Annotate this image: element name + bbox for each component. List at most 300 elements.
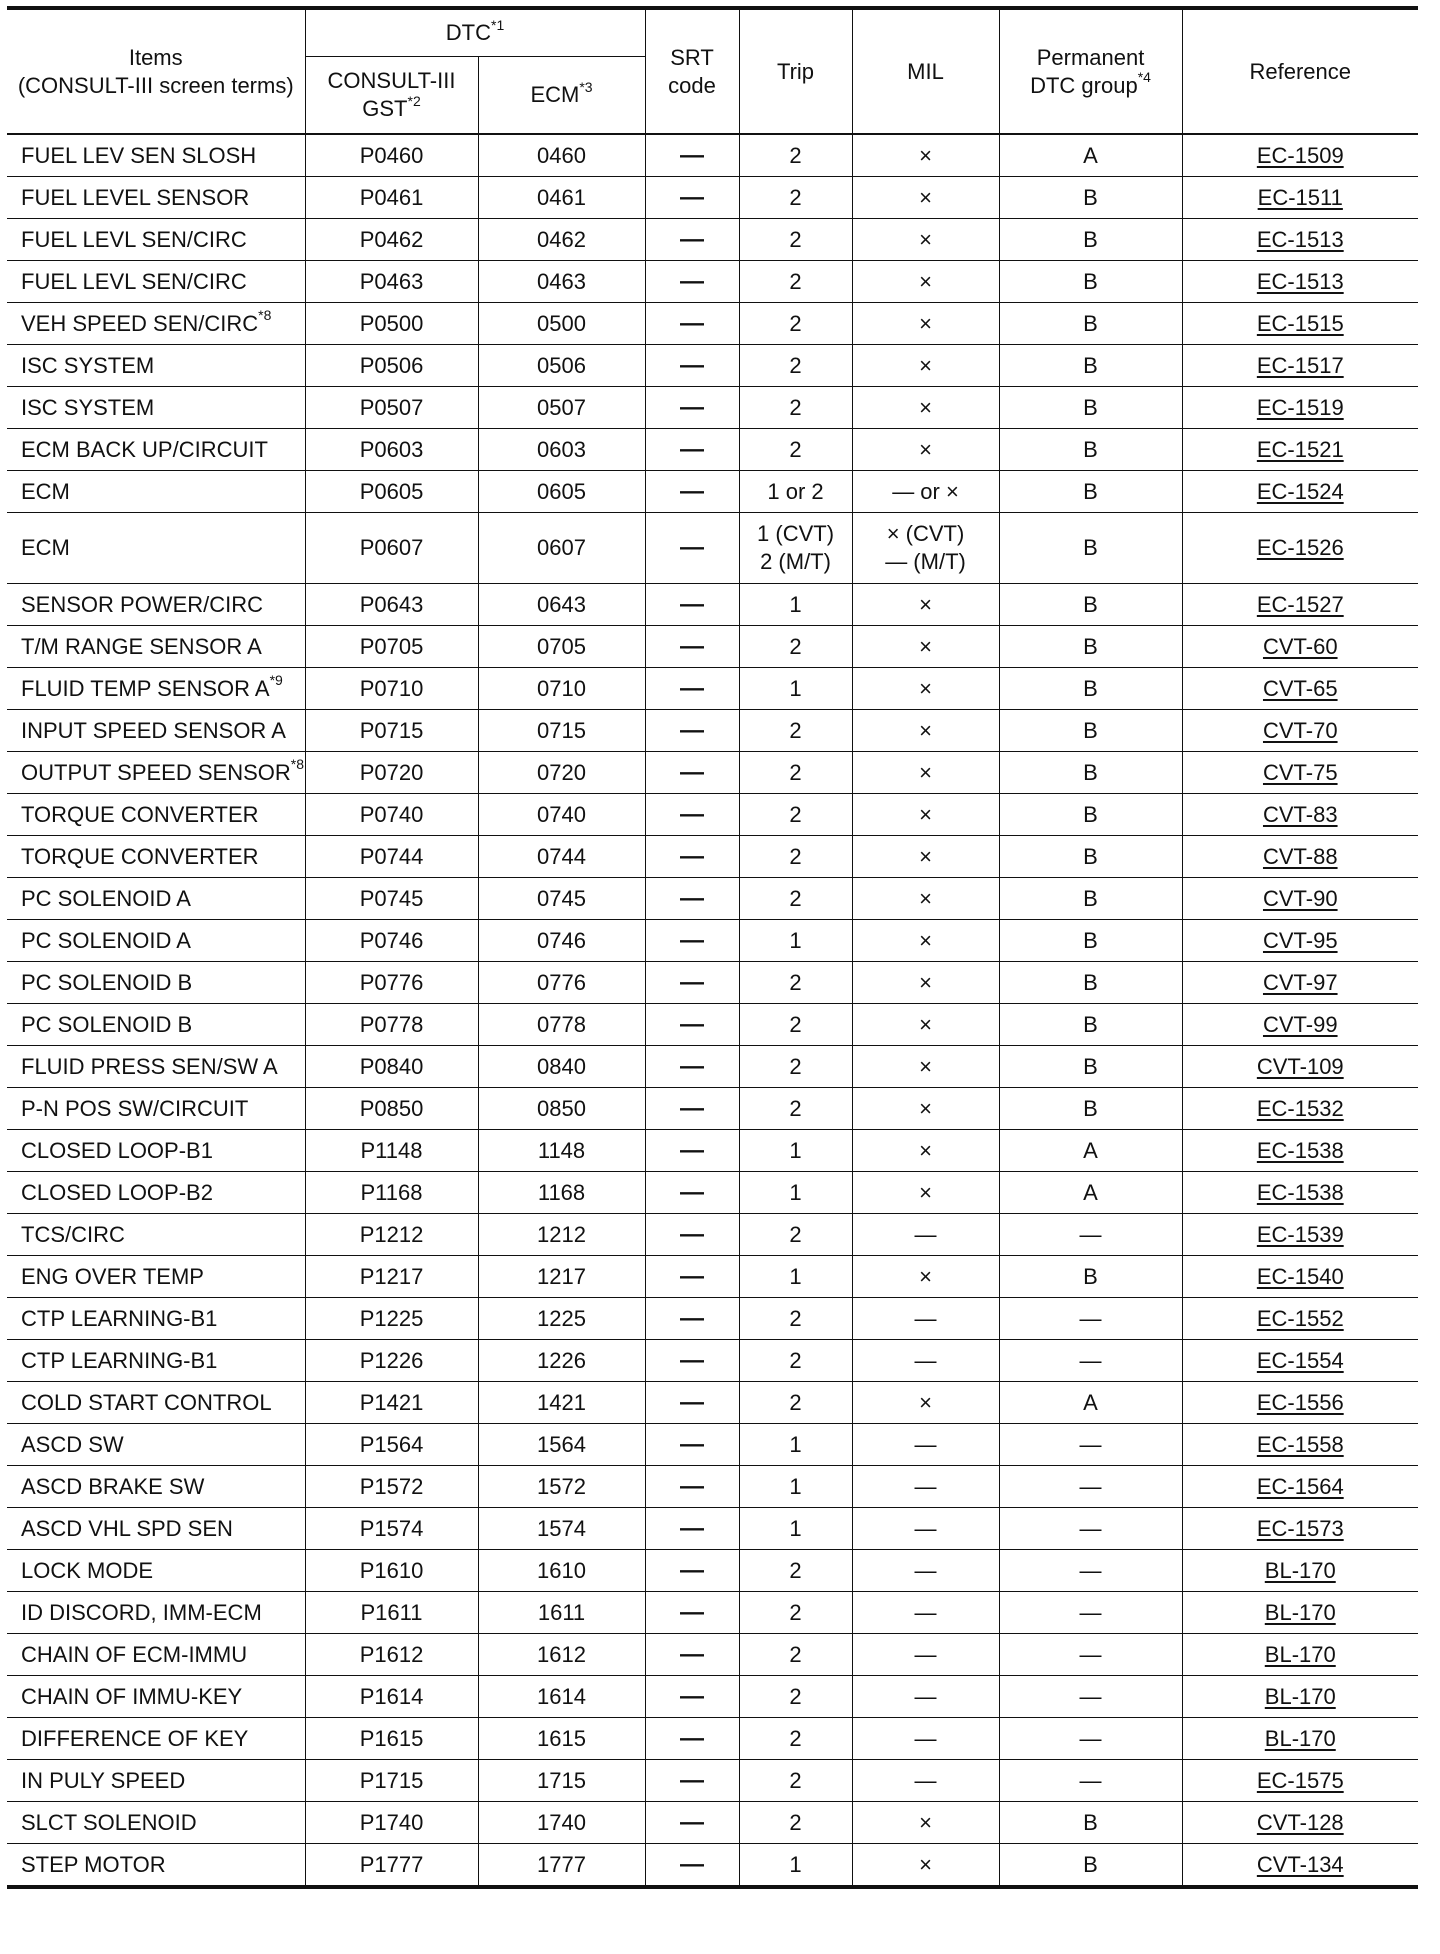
reference-link[interactable]: EC-1532 (1256, 1095, 1344, 1121)
consult-code-cell: P1168 (305, 1172, 478, 1214)
reference-cell (1182, 1130, 1418, 1172)
table-row (7, 962, 1418, 1004)
item-name: PC SOLENOID B (21, 1011, 193, 1037)
consult-code-cell: P0776 (305, 962, 478, 1004)
reference-link[interactable]: EC-1538 (1256, 1137, 1344, 1163)
consult-code-cell: P0778 (305, 1004, 478, 1046)
trip-cell: 1 (739, 1508, 852, 1550)
item-cell (7, 1214, 305, 1256)
consult-header-footnote: *2 (407, 92, 421, 109)
item-name: ASCD SW (21, 1431, 124, 1457)
mil-cell: × (852, 1130, 999, 1172)
reference-link[interactable]: EC-1552 (1256, 1305, 1344, 1331)
ecm-code-cell: 1148 (478, 1130, 645, 1172)
table-row (7, 1382, 1418, 1424)
reference-link[interactable]: CVT-60 (1262, 633, 1338, 659)
srt-header-line2: code (668, 72, 716, 98)
ecm-code-cell: 1421 (478, 1382, 645, 1424)
srt-code-cell: — (645, 513, 739, 584)
reference-link[interactable]: EC-1554 (1256, 1347, 1344, 1373)
trip-cell: 2 (739, 134, 852, 177)
permanent-group-cell: — (999, 1760, 1182, 1802)
ecm-code-cell: 1226 (478, 1340, 645, 1382)
item-name: CTP LEARNING-B1 (21, 1305, 218, 1331)
mil-cell: — (852, 1634, 999, 1676)
item-name: FLUID PRESS SEN/SW A (21, 1053, 278, 1079)
item-cell (7, 1550, 305, 1592)
trip-cell: 2 (739, 1214, 852, 1256)
item-cell (7, 1298, 305, 1340)
reference-link[interactable]: EC-1511 (1257, 184, 1343, 210)
item-footnote: *9 (269, 672, 283, 689)
permanent-group-cell: B (999, 794, 1182, 836)
mil-cell: × (852, 878, 999, 920)
reference-link[interactable]: CVT-75 (1262, 759, 1338, 785)
mil-cell: — (852, 1760, 999, 1802)
permanent-group-cell: B (999, 752, 1182, 794)
ecm-code-cell: 0607 (478, 513, 645, 584)
trip-cell (739, 513, 852, 584)
reference-link[interactable]: CVT-90 (1262, 885, 1338, 911)
item-cell (7, 429, 305, 471)
trip-cell: 2 (739, 177, 852, 219)
item-name: FUEL LEV SEN SLOSH (21, 142, 257, 168)
consult-code-cell: P1225 (305, 1298, 478, 1340)
ecm-code-cell: 0461 (478, 177, 645, 219)
srt-code-cell: — (645, 261, 739, 303)
reference-cell (1182, 1256, 1418, 1298)
mil-cell: — (852, 1718, 999, 1760)
ecm-code-cell: 0720 (478, 752, 645, 794)
srt-code-cell: — (645, 584, 739, 626)
srt-code-cell: — (645, 1508, 739, 1550)
table-row (7, 878, 1418, 920)
srt-code-cell: — (645, 1550, 739, 1592)
mil-cell: × (852, 345, 999, 387)
reference-cell (1182, 1718, 1418, 1760)
trip-cell: 2 (739, 1340, 852, 1382)
mil-cell: × (852, 429, 999, 471)
mil-cell-line1: × (CVT) (886, 521, 965, 546)
ecm-code-cell: 0507 (478, 387, 645, 429)
reference-cell (1182, 1088, 1418, 1130)
table-row (7, 345, 1418, 387)
mil-cell: × (852, 920, 999, 962)
ecm-code-cell: 0776 (478, 962, 645, 1004)
item-footnote: *8 (290, 756, 304, 773)
reference-link[interactable]: EC-1521 (1256, 436, 1344, 462)
ecm-header-label: ECM (530, 82, 580, 107)
permanent-group-cell: B (999, 1046, 1182, 1088)
consult-code-cell: P0607 (305, 513, 478, 584)
dtc-header-footnote: *1 (491, 16, 505, 33)
col-header-permanent (999, 8, 1182, 134)
reference-link[interactable]: EC-1527 (1256, 591, 1344, 617)
srt-code-cell: — (645, 1760, 739, 1802)
table-row (7, 1466, 1418, 1508)
reference-cell (1182, 1760, 1418, 1802)
item-cell (7, 794, 305, 836)
item-cell (7, 1844, 305, 1888)
permanent-group-cell: — (999, 1718, 1182, 1760)
item-name: VEH SPEED SEN/CIRC (21, 310, 259, 336)
item-name: PC SOLENOID A (21, 885, 191, 911)
consult-code-cell: P1615 (305, 1718, 478, 1760)
item-name: CHAIN OF ECM-IMMU (21, 1641, 248, 1667)
consult-code-cell: P0462 (305, 219, 478, 261)
item-cell (7, 1592, 305, 1634)
trip-cell: 2 (739, 1088, 852, 1130)
ecm-code-cell: 1611 (478, 1592, 645, 1634)
item-cell (7, 513, 305, 584)
mil-cell: — (852, 1676, 999, 1718)
reference-link[interactable]: EC-1540 (1256, 1263, 1344, 1289)
permanent-group-cell: — (999, 1214, 1182, 1256)
consult-code-cell: P1217 (305, 1256, 478, 1298)
consult-code-cell: P1612 (305, 1634, 478, 1676)
ecm-code-cell: 1564 (478, 1424, 645, 1466)
permanent-group-cell: B (999, 920, 1182, 962)
table-row (7, 261, 1418, 303)
ecm-code-cell: 1574 (478, 1508, 645, 1550)
reference-cell (1182, 1802, 1418, 1844)
ecm-code-cell: 1615 (478, 1718, 645, 1760)
reference-link[interactable]: EC-1539 (1256, 1221, 1344, 1247)
srt-code-cell: — (645, 752, 739, 794)
reference-cell (1182, 345, 1418, 387)
trip-cell: 2 (739, 1550, 852, 1592)
reference-link[interactable]: CVT-134 (1256, 1851, 1344, 1877)
col-header-trip: Trip (739, 8, 852, 134)
reference-link[interactable]: BL-170 (1264, 1641, 1336, 1667)
item-name: LOCK MODE (21, 1557, 154, 1583)
col-header-reference: Reference (1182, 8, 1418, 134)
trip-cell: 2 (739, 1760, 852, 1802)
srt-code-cell: — (645, 219, 739, 261)
trip-cell: 2 (739, 1382, 852, 1424)
item-cell (7, 1802, 305, 1844)
srt-code-cell: — (645, 1718, 739, 1760)
srt-code-cell: — (645, 303, 739, 345)
trip-cell: 1 (739, 1466, 852, 1508)
trip-cell-line1: 1 (CVT) (757, 521, 835, 546)
mil-cell: — (852, 1592, 999, 1634)
mil-cell: — (852, 1424, 999, 1466)
mil-cell: × (852, 387, 999, 429)
srt-code-cell: — (645, 134, 739, 177)
ecm-code-cell: 1212 (478, 1214, 645, 1256)
mil-cell: — (852, 1508, 999, 1550)
consult-code-cell: P0705 (305, 626, 478, 668)
consult-code-cell: P1564 (305, 1424, 478, 1466)
mil-cell: × (852, 1088, 999, 1130)
item-name: COLD START CONTROL (21, 1389, 272, 1415)
reference-link[interactable]: BL-170 (1264, 1725, 1336, 1751)
permanent-group-cell: B (999, 1256, 1182, 1298)
mil-cell: × (852, 303, 999, 345)
item-cell (7, 303, 305, 345)
permanent-group-cell: B (999, 429, 1182, 471)
consult-code-cell: P0506 (305, 345, 478, 387)
reference-cell (1182, 1844, 1418, 1888)
table-row (7, 471, 1418, 513)
consult-code-cell: P1610 (305, 1550, 478, 1592)
reference-link[interactable]: CVT-99 (1262, 1011, 1338, 1037)
mil-cell: — (852, 1298, 999, 1340)
table-row (7, 1760, 1418, 1802)
table-header (7, 8, 1418, 134)
item-cell (7, 626, 305, 668)
permanent-group-cell: — (999, 1424, 1182, 1466)
reference-cell (1182, 794, 1418, 836)
table-row (7, 1172, 1418, 1214)
srt-code-cell: — (645, 429, 739, 471)
trip-cell: 2 (739, 878, 852, 920)
srt-code-cell: — (645, 1634, 739, 1676)
reference-cell (1182, 1676, 1418, 1718)
table-row (7, 134, 1418, 177)
items-header-line1: Items (128, 44, 183, 70)
item-cell (7, 1130, 305, 1172)
reference-link[interactable]: EC-1558 (1256, 1431, 1344, 1457)
srt-header-line1: SRT (670, 44, 714, 70)
table-row (7, 1508, 1418, 1550)
srt-code-cell: — (645, 1256, 739, 1298)
trip-cell: 2 (739, 387, 852, 429)
reference-link[interactable]: EC-1573 (1256, 1515, 1344, 1541)
table-row (7, 1802, 1418, 1844)
item-name: ECM (21, 535, 70, 560)
reference-link[interactable]: EC-1515 (1256, 310, 1344, 336)
reference-link[interactable]: CVT-95 (1262, 927, 1338, 953)
trip-cell: 2 (739, 345, 852, 387)
table-row (7, 1550, 1418, 1592)
trip-cell: 2 (739, 626, 852, 668)
item-name: ID DISCORD, IMM-ECM (21, 1599, 262, 1625)
reference-cell (1182, 878, 1418, 920)
trip-cell: 1 (739, 920, 852, 962)
reference-link[interactable]: CVT-109 (1256, 1053, 1344, 1079)
trip-cell: 2 (739, 1802, 852, 1844)
srt-code-cell: — (645, 1088, 739, 1130)
item-footnote: *8 (258, 307, 272, 324)
srt-code-cell: — (645, 920, 739, 962)
ecm-code-cell: 0460 (478, 134, 645, 177)
trip-cell: 1 (739, 1424, 852, 1466)
reference-link[interactable]: EC-1509 (1256, 142, 1344, 168)
trip-cell: 2 (739, 219, 852, 261)
mil-cell: — (852, 1340, 999, 1382)
ecm-code-cell: 0603 (478, 429, 645, 471)
table-row (7, 710, 1418, 752)
permanent-group-cell: — (999, 1340, 1182, 1382)
dtc-table-page (7, 6, 1418, 1889)
item-name: ISC SYSTEM (21, 352, 155, 378)
item-name: PC SOLENOID A (21, 927, 191, 953)
table-row (7, 626, 1418, 668)
item-name: TORQUE CONVERTER (21, 801, 259, 827)
ecm-code-cell: 1217 (478, 1256, 645, 1298)
ecm-code-cell: 1572 (478, 1466, 645, 1508)
reference-link[interactable]: EC-1513 (1256, 268, 1344, 294)
item-name: ENG OVER TEMP (21, 1263, 204, 1289)
item-cell (7, 1340, 305, 1382)
table-row (7, 920, 1418, 962)
reference-link[interactable]: EC-1556 (1256, 1389, 1344, 1415)
reference-cell (1182, 836, 1418, 878)
reference-link[interactable]: EC-1575 (1256, 1767, 1344, 1793)
reference-link[interactable]: EC-1526 (1256, 535, 1344, 560)
reference-link[interactable]: CVT-65 (1262, 675, 1338, 701)
item-cell (7, 920, 305, 962)
table-row (7, 1256, 1418, 1298)
reference-link[interactable]: CVT-97 (1262, 969, 1338, 995)
item-cell (7, 1508, 305, 1550)
item-cell (7, 1256, 305, 1298)
reference-link[interactable]: EC-1517 (1256, 352, 1344, 378)
trip-cell: 1 (739, 668, 852, 710)
reference-link[interactable]: EC-1538 (1256, 1179, 1344, 1205)
reference-cell (1182, 1214, 1418, 1256)
ecm-code-cell: 1225 (478, 1298, 645, 1340)
srt-code-cell: — (645, 1676, 739, 1718)
mil-cell: × (852, 1802, 999, 1844)
trip-cell: 2 (739, 1004, 852, 1046)
srt-code-cell: — (645, 1172, 739, 1214)
mil-cell: × (852, 962, 999, 1004)
reference-link[interactable]: BL-170 (1264, 1683, 1336, 1709)
item-name: INPUT SPEED SENSOR A (21, 717, 286, 743)
reference-link[interactable]: CVT-128 (1256, 1809, 1344, 1835)
table-row (7, 1676, 1418, 1718)
ecm-code-cell: 1715 (478, 1760, 645, 1802)
trip-cell: 2 (739, 1634, 852, 1676)
header-row-top (7, 8, 1418, 57)
trip-cell: 1 (739, 1172, 852, 1214)
item-cell (7, 1760, 305, 1802)
reference-cell (1182, 177, 1418, 219)
reference-cell (1182, 710, 1418, 752)
reference-link[interactable]: EC-1513 (1256, 226, 1344, 252)
table-row (7, 1004, 1418, 1046)
ecm-code-cell: 0463 (478, 261, 645, 303)
reference-link[interactable]: EC-1519 (1256, 394, 1344, 420)
reference-link[interactable]: CVT-88 (1262, 843, 1338, 869)
item-name: SENSOR POWER/CIRC (21, 591, 264, 617)
srt-code-cell: — (645, 962, 739, 1004)
item-cell (7, 1088, 305, 1130)
trip-cell: 1 (739, 1130, 852, 1172)
reference-cell (1182, 1634, 1418, 1676)
item-name: FUEL LEVL SEN/CIRC (21, 226, 247, 252)
mil-cell: × (852, 626, 999, 668)
item-cell (7, 471, 305, 513)
item-cell (7, 1676, 305, 1718)
item-name: CLOSED LOOP-B2 (21, 1179, 213, 1205)
srt-code-cell: — (645, 345, 739, 387)
item-cell (7, 1718, 305, 1760)
col-header-consult (305, 57, 478, 135)
item-name: FUEL LEVEL SENSOR (21, 184, 250, 210)
permanent-group-cell: B (999, 626, 1182, 668)
consult-code-cell: P1614 (305, 1676, 478, 1718)
mil-cell: × (852, 177, 999, 219)
ecm-code-cell: 1610 (478, 1550, 645, 1592)
reference-link[interactable]: BL-170 (1264, 1557, 1336, 1583)
table-row (7, 752, 1418, 794)
item-cell (7, 177, 305, 219)
item-name: CLOSED LOOP-B1 (21, 1137, 213, 1163)
consult-code-cell: P0746 (305, 920, 478, 962)
reference-link[interactable]: CVT-70 (1262, 717, 1338, 743)
ecm-code-cell: 0710 (478, 668, 645, 710)
item-cell (7, 1424, 305, 1466)
item-name: ASCD BRAKE SW (21, 1473, 205, 1499)
permanent-group-cell: B (999, 1844, 1182, 1888)
ecm-code-cell: 1740 (478, 1802, 645, 1844)
srt-code-cell: — (645, 1592, 739, 1634)
permanent-group-cell: B (999, 261, 1182, 303)
permanent-group-cell: — (999, 1634, 1182, 1676)
mil-cell: — (852, 1550, 999, 1592)
trip-cell: 2 (739, 261, 852, 303)
permanent-group-cell: B (999, 1004, 1182, 1046)
mil-cell: × (852, 794, 999, 836)
table-row (7, 1214, 1418, 1256)
ecm-code-cell: 0745 (478, 878, 645, 920)
table-row (7, 1592, 1418, 1634)
item-name: DIFFERENCE OF KEY (21, 1725, 249, 1751)
mil-cell: × (852, 1172, 999, 1214)
permanent-group-cell: B (999, 1088, 1182, 1130)
permanent-group-cell: — (999, 1592, 1182, 1634)
trip-cell: 2 (739, 303, 852, 345)
ecm-code-cell: 0643 (478, 584, 645, 626)
table-row (7, 303, 1418, 345)
consult-code-cell: P0740 (305, 794, 478, 836)
consult-code-cell: P1421 (305, 1382, 478, 1424)
reference-link[interactable]: EC-1524 (1256, 478, 1344, 504)
reference-cell (1182, 1046, 1418, 1088)
table-row (7, 1130, 1418, 1172)
mil-cell: × (852, 1256, 999, 1298)
permanent-group-cell: B (999, 710, 1182, 752)
reference-cell (1182, 471, 1418, 513)
consult-code-cell: P0460 (305, 134, 478, 177)
permanent-group-cell: B (999, 1802, 1182, 1844)
mil-cell: × (852, 1046, 999, 1088)
ecm-code-cell: 0840 (478, 1046, 645, 1088)
table-row (7, 1844, 1418, 1888)
reference-cell (1182, 303, 1418, 345)
item-name: TCS/CIRC (21, 1221, 125, 1247)
reference-link[interactable]: CVT-83 (1262, 801, 1338, 827)
reference-link[interactable]: EC-1564 (1256, 1473, 1344, 1499)
permanent-group-cell: B (999, 962, 1182, 1004)
reference-link[interactable]: BL-170 (1264, 1599, 1336, 1625)
srt-code-cell: — (645, 668, 739, 710)
item-cell (7, 134, 305, 177)
item-name: ECM (21, 478, 70, 504)
reference-cell (1182, 584, 1418, 626)
table-row (7, 1634, 1418, 1676)
reference-cell (1182, 1550, 1418, 1592)
ecm-code-cell: 0746 (478, 920, 645, 962)
table-row (7, 836, 1418, 878)
consult-code-cell: P1740 (305, 1802, 478, 1844)
srt-code-cell: — (645, 471, 739, 513)
trip-cell: 2 (739, 794, 852, 836)
